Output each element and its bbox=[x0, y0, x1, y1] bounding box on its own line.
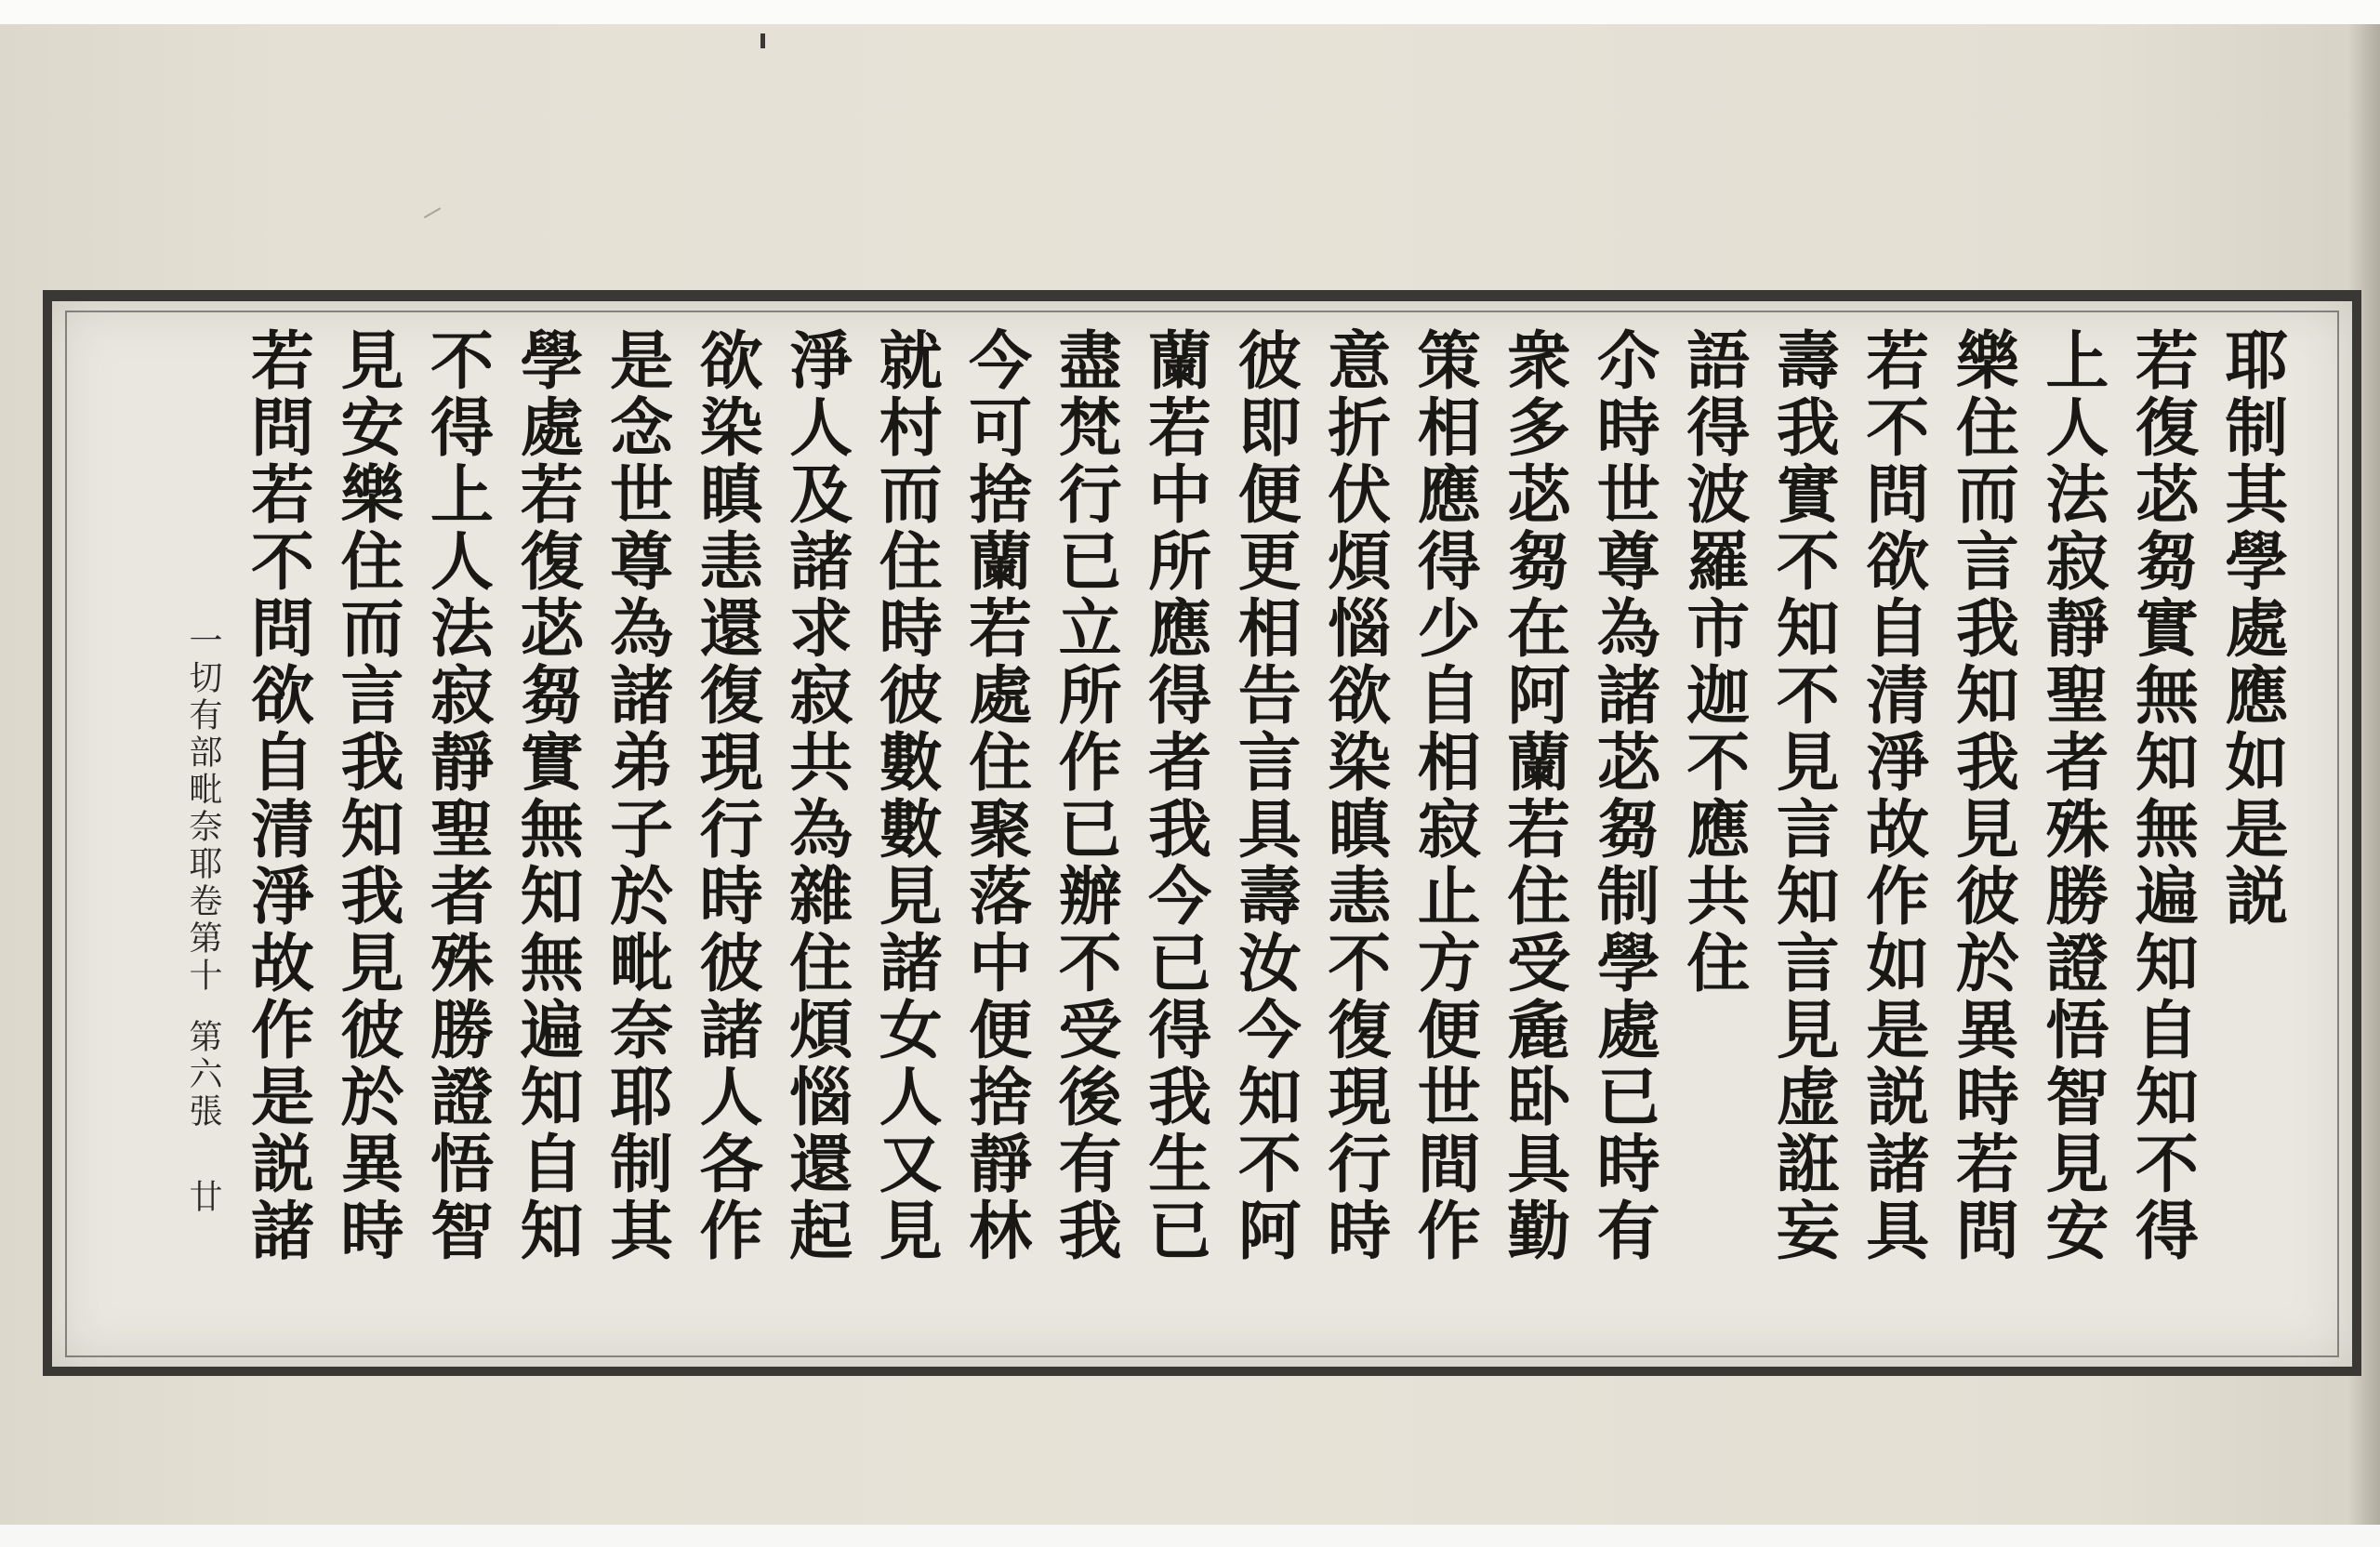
text-column: 淨人及諸求寂共為雜住煩惱還起 bbox=[778, 327, 853, 1264]
text-column: 衆多苾芻在阿蘭若住受麁卧具勤 bbox=[1496, 327, 1571, 1264]
text-column: 策相應得少自相寂止方便世間作 bbox=[1407, 327, 1482, 1264]
text-column: 見安樂住而言我知我見彼於異時 bbox=[330, 327, 405, 1264]
text-column: 壽我實不知不見言知言見虚誑妄 bbox=[1765, 327, 1841, 1264]
text-column: 若復苾芻實無知無遍知自知不得 bbox=[2124, 327, 2200, 1264]
colophon-title: 一切有部毗奈耶卷第十 bbox=[184, 623, 222, 995]
text-column: 意折伏煩惱欲染瞋恚不復現行時 bbox=[1316, 327, 1392, 1264]
text-column: 語得波羅市迦不應共住 bbox=[1675, 327, 1751, 997]
text-column: 就村而住時彼數數見諸女人又見 bbox=[868, 327, 944, 1264]
text-column: 上人法寂靜聖者殊勝證悟智見安 bbox=[2034, 327, 2109, 1264]
text-column: 若問若不問欲自清淨故作是説諸 bbox=[240, 327, 315, 1264]
colophon-sheet: 第六張 bbox=[184, 1019, 222, 1130]
text-column: 今可捨蘭若處住聚落中便捨靜林 bbox=[958, 327, 1033, 1264]
text-column: 耶制其學處應如是説 bbox=[2214, 327, 2289, 930]
scan-bottom-margin bbox=[0, 1525, 2380, 1547]
text-column: 欲染瞋恚還復現行時彼諸人各作 bbox=[689, 327, 764, 1264]
woodblock-print-frame bbox=[43, 290, 2361, 1376]
text-column: 蘭若中所應得者我今已得我生已 bbox=[1137, 327, 1212, 1264]
vertical-text-area bbox=[164, 327, 2289, 1359]
text-column: 不得上人法寂靜聖者殊勝證悟智 bbox=[419, 327, 495, 1264]
text-column: 盡梵行已立所作已辦不受後有我 bbox=[1048, 327, 1123, 1264]
text-column: 樂住而言我知我見彼於異時若問 bbox=[1945, 327, 2020, 1264]
text-column: 彼即便更相告言具壽汝今知不阿 bbox=[1227, 327, 1302, 1264]
ink-smudge bbox=[424, 207, 441, 218]
text-column: 尒時世尊為諸苾芻制學處已時有 bbox=[1586, 327, 1661, 1264]
text-column: 是念世尊為諸弟子於毗奈耶制其 bbox=[599, 327, 674, 1264]
text-column: 學處若復苾芻實無知無遍知自知 bbox=[509, 327, 585, 1264]
ink-speck bbox=[760, 33, 765, 48]
text-column: 若不問欲自清淨故作如是説諸具 bbox=[1855, 327, 1930, 1264]
colophon-column bbox=[164, 623, 222, 1359]
colophon-number: 廿 bbox=[184, 1179, 222, 1216]
scan-top-margin bbox=[0, 0, 2380, 24]
